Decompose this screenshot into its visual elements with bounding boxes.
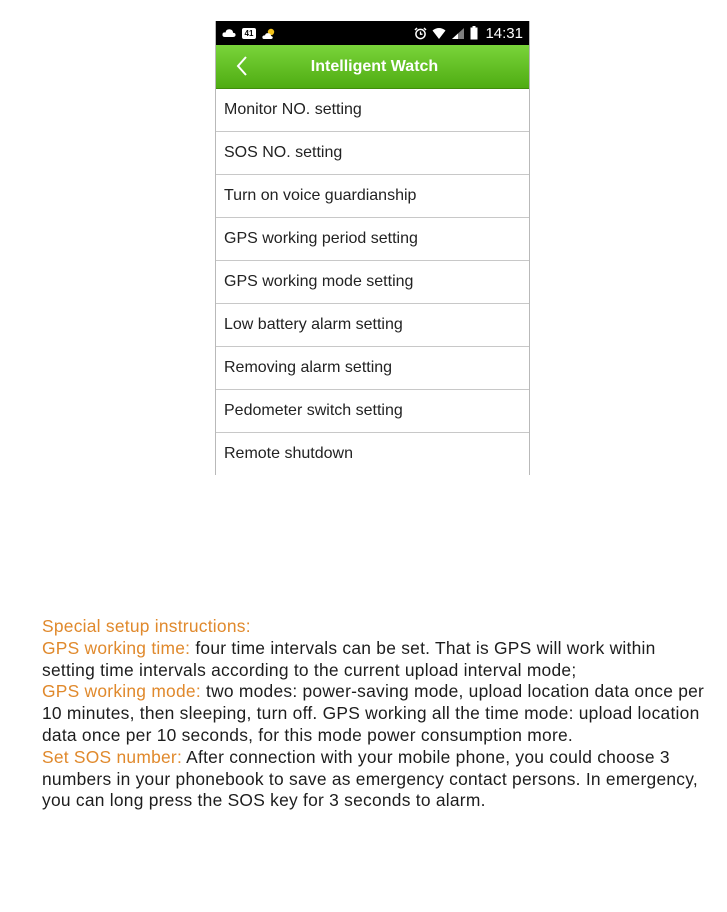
phone-screen bbox=[215, 21, 530, 475]
gps-mode-label: GPS working mode: bbox=[42, 681, 201, 702]
gps-time-label: GPS working time: bbox=[42, 637, 191, 658]
cloud-icon bbox=[222, 28, 236, 38]
settings-menu bbox=[216, 89, 529, 475]
menu-item-removing-alarm[interactable]: Removing alarm setting bbox=[216, 347, 529, 390]
alarm-clock-icon bbox=[414, 27, 427, 40]
menu-item-low-battery-alarm[interactable]: Low battery alarm setting bbox=[216, 304, 529, 347]
menu-item-monitor-number[interactable]: Monitor NO. setting bbox=[216, 89, 529, 132]
weather-icon bbox=[262, 27, 278, 40]
wifi-icon bbox=[432, 27, 446, 40]
sim-badge-icon: 41 bbox=[242, 28, 256, 39]
gps-mode-text: two modes: power-saving mode, upload location data once per 10 minutes, then sleeping, turn off. GPS working all the time mode: upload location data once per 10 seconds, for this mode power consumption more. bbox=[42, 681, 705, 745]
sos-label: Set SOS number: bbox=[42, 746, 183, 767]
sos-paragraph bbox=[42, 747, 712, 812]
instructions-heading: Special setup instructions: bbox=[42, 616, 251, 636]
gps-time-paragraph bbox=[42, 638, 712, 682]
signal-icon bbox=[451, 27, 465, 40]
menu-item-gps-period[interactable]: GPS working period setting bbox=[216, 218, 529, 261]
status-bar bbox=[216, 21, 529, 45]
gps-mode-paragraph bbox=[42, 681, 712, 746]
setup-instructions bbox=[42, 616, 712, 812]
title-bar bbox=[216, 45, 529, 89]
menu-item-gps-mode[interactable]: GPS working mode setting bbox=[216, 261, 529, 304]
chevron-left-icon bbox=[235, 55, 249, 77]
page-title: Intelligent Watch bbox=[310, 57, 439, 75]
gps-time-text: four time intervals can be set. That is GPS will work within setting time intervals according to the current upload interval mode; bbox=[42, 637, 656, 680]
menu-item-pedometer-switch[interactable]: Pedometer switch setting bbox=[216, 390, 529, 433]
status-time: 14:31 bbox=[485, 24, 523, 42]
back-button[interactable] bbox=[230, 53, 254, 79]
sos-text: After connection with your mobile phone, you could choose 3 numbers in your phonebook to save as emergency contact persons. In emergency, you can long press the SOS key for 3 seconds to alarm. bbox=[42, 746, 698, 811]
menu-item-voice-guardianship[interactable]: Turn on voice guardianship bbox=[216, 175, 529, 218]
battery-icon bbox=[470, 26, 478, 40]
menu-item-sos-number[interactable]: SOS NO. setting bbox=[216, 132, 529, 175]
menu-item-remote-shutdown[interactable]: Remote shutdown bbox=[216, 433, 529, 475]
